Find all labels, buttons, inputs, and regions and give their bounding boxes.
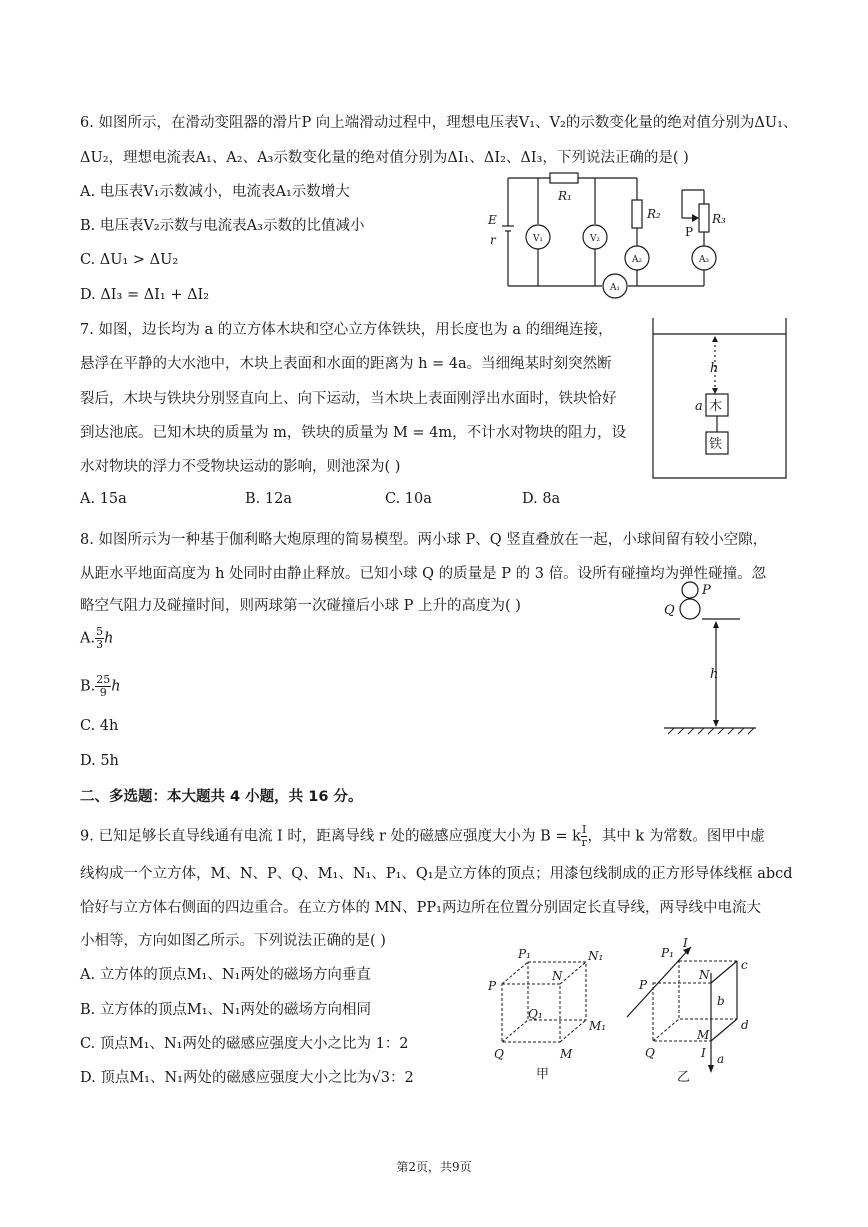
q7-option-b: B. 12a xyxy=(245,491,292,507)
q6-label-r: r xyxy=(490,233,496,247)
q9-yi-label-p1: P₁ xyxy=(661,946,674,960)
q6-label-p: P xyxy=(685,225,694,239)
q7-stem-line-3: 裂后，木块与铁块分别竖直向上、向下运动，当木块上表面刚浮出水面时，铁块恰好 xyxy=(80,391,617,407)
q9-jia-label-p: P xyxy=(488,979,497,993)
q7-option-c: C. 10a xyxy=(385,491,432,507)
q7-stem-line-4: 到达池底。已知木块的质量为 m，铁块的质量为 M = 4m，不计水对物块的阻力，设 xyxy=(80,425,627,441)
q9-cube-figure-yi xyxy=(625,935,765,1085)
q9-yi-label-m: M xyxy=(697,1028,710,1042)
q8-option-a: A. $\frac{5}{3}$ h xyxy=(80,625,114,651)
q6-label-r2: R₂ xyxy=(647,207,661,221)
q9-yi-label-c: c xyxy=(741,958,748,972)
q8-option-b: B. $\frac{25}{9}$ h xyxy=(80,673,121,699)
q9-stem-line-3: 恰好与立方体右侧面的四边重合。在立方体的 MN、PP₁两边所在位置分别固定长直导线，两导线中电流大 xyxy=(80,900,761,916)
q6-label-v1: V₁ xyxy=(532,234,544,244)
q9-option-b: B. 立方体的顶点M₁、N₁两处的磁场方向相同 xyxy=(80,1002,372,1018)
q7-label-a: a xyxy=(695,399,703,414)
q8-option-c: C. 4h xyxy=(80,718,119,734)
q9-yi-label-a: a xyxy=(717,1052,725,1066)
q7-stem-line-2: 悬浮在平静的大水池中，木块上表面和水面的距离为 h = 4a。当细绳某时刻突然断 xyxy=(80,356,612,372)
q9-jia-label-m1: M₁ xyxy=(589,1019,607,1033)
q7-option-d: D. 8a xyxy=(522,491,561,507)
q8-stem-line-2: 从距水平地面高度为 h 处同时由静止释放。已知小球 Q 的质量是 P 的 3 倍。设所有碰撞均为弹性碰撞。忽 xyxy=(80,566,767,582)
q6-label-r3: R₃ xyxy=(712,212,726,226)
q8-label-q: Q xyxy=(664,603,675,618)
q6-option-d: D. ΔI₃ = ΔI₁ + ΔI₂ xyxy=(80,287,210,303)
q9-yi-label-q: Q xyxy=(645,1046,655,1060)
q9-yi-label-n: N xyxy=(699,968,710,982)
q9-option-c: C. 顶点M₁、N₁两处的磁感应强度大小之比为 1：2 xyxy=(80,1036,409,1052)
q9-jia-label-q: Q xyxy=(494,1047,504,1061)
q8-label-h: h xyxy=(710,667,719,682)
q7-pool-figure xyxy=(650,318,790,483)
q6-option-b: B. 电压表V₂示数与电流表A₃示数的比值减小 xyxy=(80,218,365,234)
q9-cube-figure-jia xyxy=(488,940,618,1080)
q8-stem-line-3: 略空气阻力及碰撞时间，则两球第一次碰撞后小球 P 上升的高度为( ) xyxy=(80,598,521,614)
q9-stem-line-4: 小相等，方向如图乙所示。下列说法正确的是( ) xyxy=(80,933,386,949)
q7-label-wood: 木 xyxy=(709,399,723,414)
q9-option-a: A. 立方体的顶点M₁、N₁两处的磁场方向垂直 xyxy=(80,967,371,983)
q6-stem-line-1: 6. 如图所示，在滑动变阻器的滑片P 向上端滑动过程中，理想电压表V₁、V₂的示数变化量的绝对值分别为ΔU₁、 xyxy=(80,115,798,131)
q7-stem-line-1: 7. 如图，边长均为 a 的立方体木块和空心立方体铁块，用长度也为 a 的细绳连接， xyxy=(80,322,613,338)
q9-jia-label-n1: N₁ xyxy=(588,949,604,963)
q6-circuit-figure xyxy=(482,168,732,303)
q6-label-v2: V₂ xyxy=(589,234,601,244)
q6-label-r1: R₁ xyxy=(558,189,572,203)
q9-yi-label-i-bottom: I xyxy=(701,1046,706,1060)
q9-jia-caption: 甲 xyxy=(536,1067,550,1080)
page-footer: 第2页，共9页 xyxy=(396,1160,472,1174)
q7-option-a: A. 15a xyxy=(80,491,127,507)
q8-label-p: P xyxy=(702,583,711,598)
q9-yi-label-i-top: I xyxy=(683,936,688,950)
q6-option-a: A. 电压表V₁示数减小，电流表A₁示数增大 xyxy=(80,184,350,200)
q6-label-a2: A₂ xyxy=(631,255,643,265)
q9-stem-line-2: 线构成一个立方体，M、N、P、Q、M₁、N₁、P₁、Q₁是立方体的顶点；用漆包线制成的正方形导体线框 abcd xyxy=(80,866,793,882)
q8-option-d: D. 5h xyxy=(80,753,119,769)
q9-jia-label-q1: Q₁ xyxy=(528,1007,543,1021)
q6-label-e: E xyxy=(488,213,497,227)
q9-yi-label-b: b xyxy=(717,994,725,1008)
q9-jia-label-n: N xyxy=(552,969,563,983)
q7-label-h: h xyxy=(710,361,719,376)
q8-stem-line-1: 8. 如图所示为一种基于伽利略大炮原理的简易模型。两小球 P、Q 竖直叠放在一起，小球间留有较小空隙， xyxy=(80,532,768,548)
q8-balls-figure xyxy=(660,578,770,736)
q9-jia-label-m: M xyxy=(560,1047,573,1061)
q7-label-iron: 铁 xyxy=(709,437,723,452)
q9-stem-line-1: 9. 已知足够长直导线通有电流 I 时，距离导线 r 处的磁感应强度大小为 B = k $\frac{I}{r}$ ，其中 k 为常数。图甲中虚 xyxy=(80,823,765,849)
q6-stem-line-2: ΔU₂，理想电流表A₁、A₂、A₃示数变化量的绝对值分别为ΔI₁、ΔI₂、ΔI₃，下列说法正确的是( ) xyxy=(80,150,689,166)
q9-yi-caption: 乙 xyxy=(677,1070,691,1085)
q6-label-a1: A₁ xyxy=(609,283,621,293)
q7-stem-line-5: 水对物块的浮力不受物块运动的影响，则池深为( ) xyxy=(80,459,401,475)
q9-jia-label-p1: P₁ xyxy=(518,947,531,961)
q9-yi-label-p: P xyxy=(639,978,648,992)
q9-yi-label-d: d xyxy=(741,1018,749,1032)
section-2-header: 二、多选题：本大题共 4 小题，共 16 分。 xyxy=(80,789,363,805)
q6-option-c: C. ΔU₁ > ΔU₂ xyxy=(80,252,179,268)
q6-label-a3: A₃ xyxy=(698,255,710,265)
q9-option-d: D. 顶点M₁、N₁两处的磁感应强度大小之比为√3：2 xyxy=(80,1070,414,1086)
